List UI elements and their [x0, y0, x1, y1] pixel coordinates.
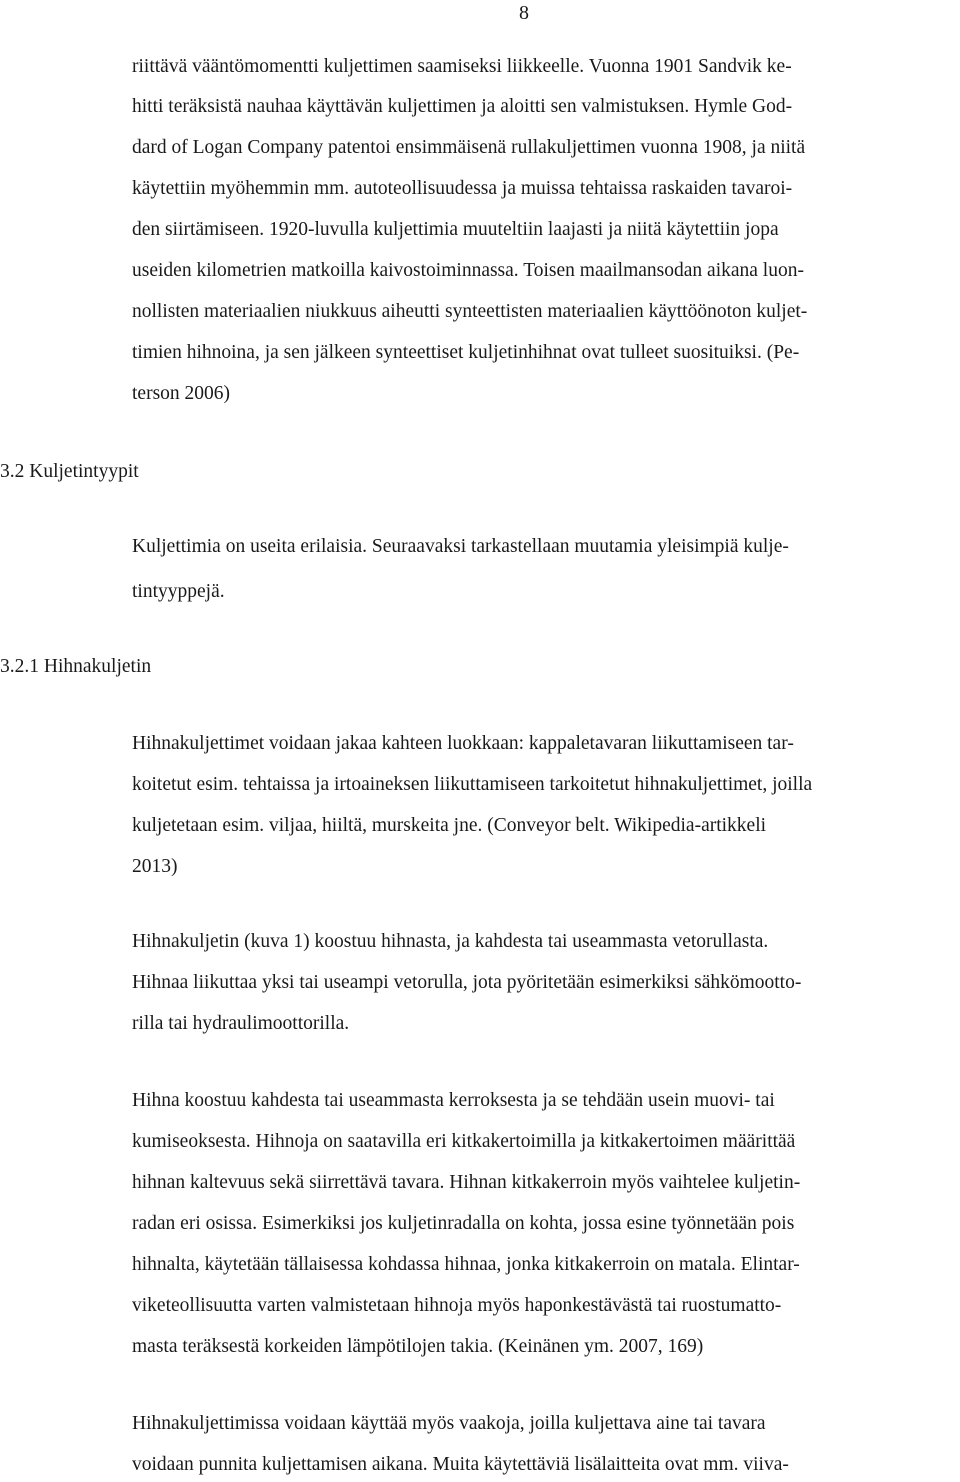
- text-line: kuljetetaan esim. viljaa, hiiltä, murskeita jne. (Conveyor belt. Wikipedia-artikkeli: [132, 815, 767, 836]
- text-line: 2013): [132, 856, 178, 877]
- text-line: Hihnakuljettimet voidaan jakaa kahteen luokkaan: kappaletavaran liikuttamiseen tar-: [132, 733, 794, 754]
- text-line: koitetut esim. tehtaissa ja irtoaineksen liikuttamiseen tarkoitetut hihnakuljettimet, joilla: [132, 774, 813, 795]
- text-line: hihnalta, käytetään tällaisessa kohdassa hihnaa, jonka kitkakerroin on matala. Elintar-: [132, 1254, 800, 1275]
- text-line: Hihna koostuu kahdesta tai useammasta kerroksesta ja se tehdään usein muovi- tai: [132, 1090, 775, 1111]
- text-line: tintyyppejä.: [132, 581, 225, 602]
- text-line: Hihnakuljetin (kuva 1) koostuu hihnasta, ja kahdesta tai useammasta vetorullasta.: [132, 931, 769, 952]
- text-line: voidaan punnita kuljettamisen aikana. Muita käytettäviä lisälaitteita ovat mm. viiva-: [132, 1454, 789, 1475]
- text-line: riittävä vääntömomentti kuljettimen saamiseksi liikkeelle. Vuonna 1901 Sandvik ke-: [132, 56, 792, 77]
- text-line: käytettiin myöhemmin mm. autoteollisuudessa ja muissa tehtaissa raskaiden tavaroi-: [132, 178, 793, 199]
- text-line: rilla tai hydraulimoottorilla.: [132, 1013, 350, 1034]
- text-line: dard of Logan Company patentoi ensimmäisenä rullakuljettimen vuonna 1908, ja niitä: [132, 137, 806, 158]
- text-line: hitti teräksistä nauhaa käyttävän kuljettimen ja aloitti sen valmistuksen. Hymle God-: [132, 96, 793, 117]
- text-line: useiden kilometrien matkoilla kaivostoiminnassa. Toisen maailmansodan aikana luon-: [132, 260, 804, 281]
- subsection-heading-hihnakuljetin: 3.2.1 Hihnakuljetin: [0, 656, 152, 677]
- text-line: Hihnaa liikuttaa yksi tai useampi vetorulla, jota pyöritetään esimerkiksi sähkömootto-: [132, 972, 802, 993]
- text-line: masta teräksestä korkeiden lämpötilojen takia. (Keinänen ym. 2007, 169): [132, 1336, 704, 1357]
- text-line: viketeollisuutta varten valmistetaan hihnoja myös haponkestävästä tai ruostumatto-: [132, 1295, 782, 1316]
- page-number: 8: [519, 2, 529, 24]
- text-line: radan eri osissa. Esimerkiksi jos kuljetinradalla on kohta, jossa esine työnnetään pois: [132, 1213, 795, 1234]
- text-line: kumiseoksesta. Hihnoja on saatavilla eri kitkakertoimilla ja kitkakertoimen määrittää: [132, 1131, 796, 1152]
- text-line: hihnan kaltevuus sekä siirrettävä tavara. Hihnan kitkakerroin myös vaihtelee kuljetin-: [132, 1172, 801, 1193]
- text-line: Kuljettimia on useita erilaisia. Seuraavaksi tarkastellaan muutamia yleisimpiä kulje-: [132, 536, 789, 557]
- text-line: nollisten materiaalien niukkuus aiheutti synteettisten materiaalien käyttöönoton kuljet-: [132, 301, 808, 322]
- text-line: den siirtämiseen. 1920-luvulla kuljettimia muuteltiin laajasti ja niitä käytettiin jopa: [132, 219, 779, 240]
- text-line: Hihnakuljettimissa voidaan käyttää myös vaakoja, joilla kuljettava aine tai tavara: [132, 1413, 766, 1434]
- text-line: timien hihnoina, ja sen jälkeen synteettiset kuljetinhihnat ovat tulleet suosituiksi. (Pe-: [132, 342, 800, 363]
- section-heading-kuljetintyypit: 3.2 Kuljetintyypit: [0, 461, 139, 482]
- text-line: terson 2006): [132, 383, 231, 404]
